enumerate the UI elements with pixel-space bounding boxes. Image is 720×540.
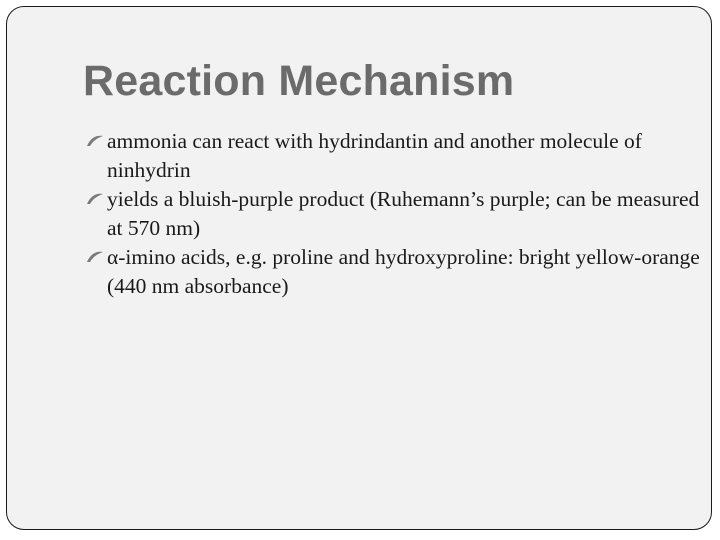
slide-frame <box>6 6 712 530</box>
swoosh-bullet-icon <box>86 192 104 206</box>
swoosh-bullet-icon <box>86 250 104 264</box>
bullet-text: ammonia can react with hydrindantin and another molecule of ninhydrin <box>107 129 642 182</box>
bullet-text: yields a bluish-purple product (Ruhemann’s purple; can be measured at 570 nm) <box>107 187 700 240</box>
bullet-item-ammonia <box>85 127 705 185</box>
bullet-list <box>85 127 705 301</box>
bullet-text: α-imino acids, e.g. proline and hydroxyproline: bright yellow-orange (440 nm absorbance) <box>107 245 700 298</box>
swoosh-bullet-icon <box>86 134 104 148</box>
bullet-item-purple-product <box>85 185 705 243</box>
bullet-item-imino-acids <box>85 243 705 301</box>
slide-title: Reaction Mechanism <box>83 57 515 105</box>
